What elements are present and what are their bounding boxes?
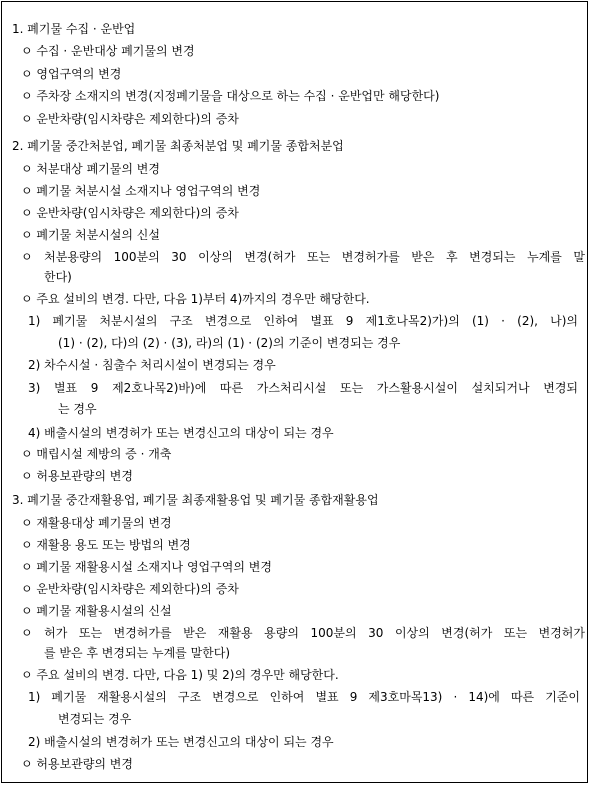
list-item: ㅇ 처분대상 폐기물의 변경 <box>21 162 160 176</box>
list-item: ㅇ 처분용량의 100분의 30 이상의 변경(허가 또는 변경허가를 받은 후 변경되는 누계를 말 <box>21 250 585 264</box>
list-item: ㅇ 허가 또는 변경허가를 받은 재활용 용량의 100분의 30 이상의 변경(허가 또는 변경허가 <box>21 626 585 640</box>
list-item: ㅇ 매립시설 제방의 증 · 개축 <box>21 447 172 461</box>
list-item: ㅇ 폐기물 처분시설의 신설 <box>21 228 160 242</box>
sub-item: 4) 배출시설의 변경허가 또는 변경신고의 대상이 되는 경우 <box>28 426 334 440</box>
list-item: ㅇ 수집 · 운반대상 폐기물의 변경 <box>21 44 195 58</box>
list-item: ㅇ 폐기물 재활용시설의 신설 <box>21 604 172 618</box>
sub-item: 2) 배출시설의 변경허가 또는 변경신고의 대상이 되는 경우 <box>28 735 334 749</box>
list-item: ㅇ 재활용대상 폐기물의 변경 <box>21 516 172 530</box>
sub-item: 1) 폐기물 재활용시설의 구조 변경으로 인하여 별표 9 제3호마목13) · 14)에 따른 기준이 <box>28 690 580 704</box>
sub-item: 3) 별표 9 제2호나목2)바)에 따른 가스처리시설 또는 가스활용시설이 설치되거나 변경되 <box>28 381 578 395</box>
list-item: ㅇ 주요 설비의 변경. 다만, 다음 1)부터 4)까지의 경우만 해당한다. <box>21 292 370 306</box>
sub-item: 1) 폐기물 처분시설의 구조 변경으로 인하여 별표 9 제1호나목2)가)의 (1) · (2), 나)의 <box>28 314 578 328</box>
list-item-continuation: 한다) <box>44 270 72 284</box>
sub-item-continuation: (1) · (2), 다)의 (2) · (3), 라)의 (1) · (2)의 기준이 변경되는 경우 <box>58 336 401 350</box>
list-item: ㅇ 주차장 소재지의 변경(지정폐기물을 대상으로 하는 수집 · 운반업만 해당한다) <box>21 89 440 103</box>
list-item: ㅇ 운반차량(임시차량은 제외한다)의 증차 <box>21 582 239 596</box>
list-item: ㅇ 영업구역의 변경 <box>21 67 122 81</box>
section-3-heading: 3. 폐기물 중간재활용업, 폐기물 최종재활용업 및 폐기물 종합재활용업 <box>12 493 379 507</box>
list-item: ㅇ 운반차량(임시차량은 제외한다)의 증차 <box>21 112 239 126</box>
list-item: ㅇ 허용보관량의 변경 <box>21 757 133 771</box>
sub-item-continuation: 는 경우 <box>58 402 97 416</box>
sub-item-continuation: 변경되는 경우 <box>58 712 132 726</box>
section-1-heading: 1. 폐기물 수집 · 운반업 <box>12 22 136 36</box>
list-item: ㅇ 폐기물 처분시설 소재지나 영업구역의 변경 <box>21 184 261 198</box>
list-item: ㅇ 재활용 용도 또는 방법의 변경 <box>21 538 191 552</box>
list-item: ㅇ 허용보관량의 변경 <box>21 469 133 483</box>
list-item: ㅇ 주요 설비의 변경. 다만, 다음 1) 및 2)의 경우만 해당한다. <box>21 668 339 682</box>
list-item: ㅇ 운반차량(임시차량은 제외한다)의 증차 <box>21 206 239 220</box>
sub-item: 2) 차수시설 · 침출수 처리시설이 변경되는 경우 <box>28 358 276 372</box>
list-item: ㅇ 폐기물 재활용시설 소재지나 영업구역의 변경 <box>21 560 272 574</box>
section-2-heading: 2. 폐기물 중간처분업, 폐기물 최종처분업 및 폐기물 종합처분업 <box>12 139 344 153</box>
list-item-continuation: 를 받은 후 변경되는 누계를 말한다) <box>44 646 231 660</box>
